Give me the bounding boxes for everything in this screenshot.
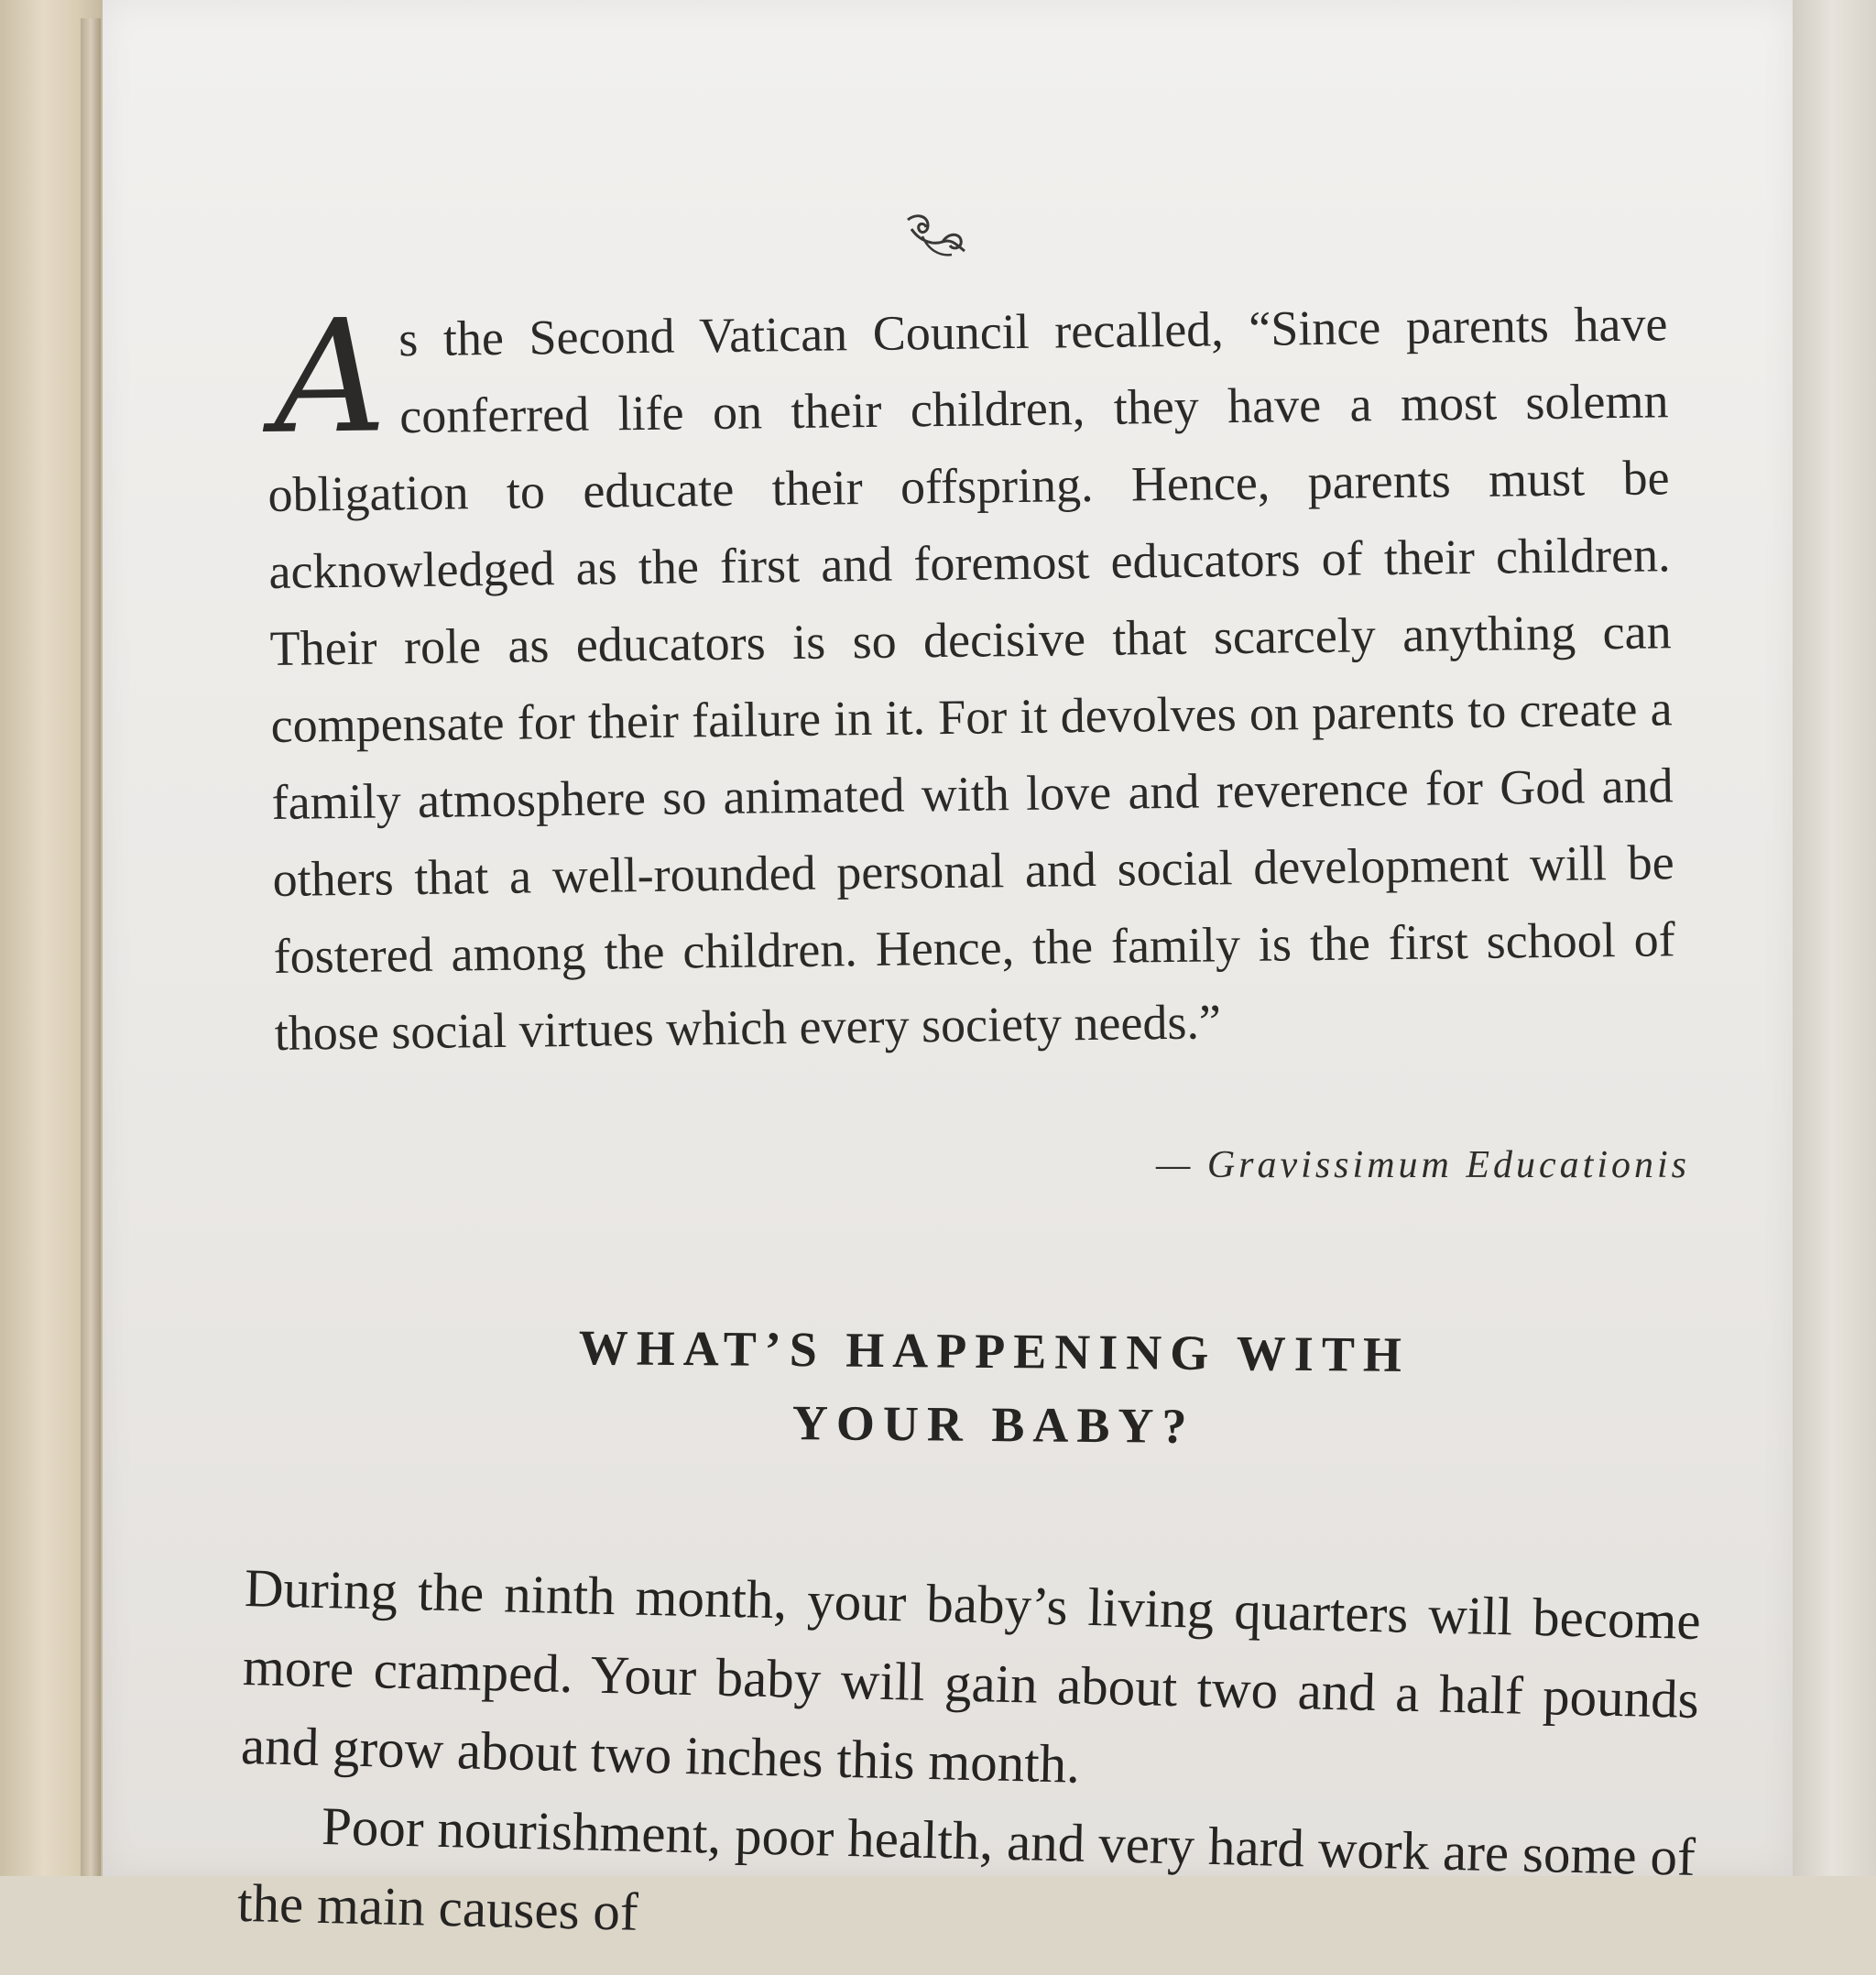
fleuron-ornament-icon bbox=[900, 209, 974, 264]
body-paragraph: Poor nourishment, poor health, and very hard work are some of the main causes of bbox=[236, 1795, 1696, 1942]
heading-line-2: YOUR BABY? bbox=[791, 1395, 1195, 1454]
section-heading bbox=[402, 1309, 1585, 1466]
body-text bbox=[236, 1548, 1701, 1975]
heading-line-1: WHAT’S HAPPENING WITH bbox=[578, 1320, 1411, 1382]
body-paragraph: During the ninth month, your baby’s living quarters will become more cramped. Your baby will gain about two and a half pounds and grow about two inches this month. bbox=[240, 1556, 1702, 1795]
binding-strip bbox=[81, 18, 101, 1876]
drop-cap: A bbox=[272, 286, 387, 469]
quote-attribution: — Gravissimum Educationis bbox=[1156, 1144, 1690, 1186]
opening-quote bbox=[266, 285, 1676, 1072]
quote-text: s the Second Vatican Council recalled, “Since parents have conferred life on their children, they have a most solemn obligation to educate their offspring. Hence, parents must be acknowledged as the first and foremost educators of their children. Their role as educators is so decisive that scarcely anything can compensate for their failure in it. For it devolves on parents to create a family atmosphere so animated with love and reverence for God and others that a well-rounded personal and social development will be fostered among the children. Hence, the family is the first school of those social virtues which every society needs.” bbox=[267, 296, 1675, 1061]
book-right-edge bbox=[1788, 0, 1876, 1876]
